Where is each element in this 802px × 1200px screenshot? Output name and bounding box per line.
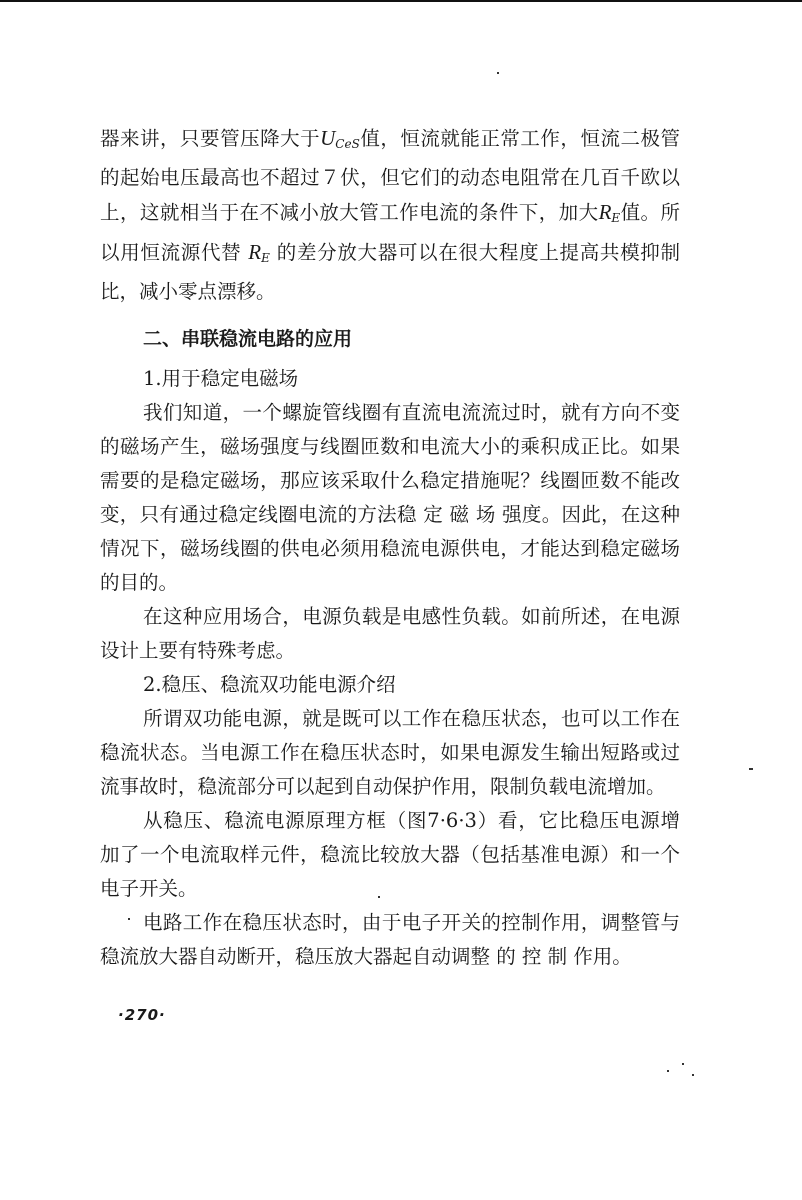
scan-speck	[682, 1063, 684, 1065]
page-number: ·270·	[118, 1006, 166, 1024]
paragraph-voltage-mode: 电路工作在稳压状态时，由于电子开关的控制作用，调整管与稳流放大器自动断开，稳压放大器起自动调整 的 控 制 作用。	[100, 911, 680, 968]
paragraph-inductive-load: 在这种应用场合，电源负载是电感性负载。如前所述，在电源设计上要有特殊考虑。	[100, 605, 680, 662]
section-heading: 二、串联稳流电路的应用	[143, 328, 353, 350]
scan-speck	[667, 1070, 669, 1072]
scan-speck	[497, 72, 499, 74]
paragraph-constant-current-diode: 器来讲，只要管压降大于$U_{CeS}$值，恒流就能正常工作，恒流二极管的起始电压最高也不超过７伏，但它们的动态电阻常在几百千欧以上，这就相当于在不减小放大管工作电流的条件下，加大$R_E$值。所以用恒流源代替 $R_E$ 的差分放大器可以在很大程度上提高共模抑制比，减小零点漂移。	[100, 126, 681, 303]
subheading-1: 1.用于稳定电磁场	[143, 367, 299, 390]
scan-top-border	[0, 0, 802, 2]
scan-speck	[692, 1074, 694, 1076]
subheading-2: 2.稳压、稳流双功能电源介绍	[143, 673, 396, 696]
scan-speck	[378, 896, 380, 898]
paragraph-magnetic-field: 我们知道，一个螺旋管线圈有直流电流流过时，就有方向不变的磁场产生，磁场强度与线圈匝数和电流大小的乘积成正比。如果需要的是稳定磁场，那应该采取什么稳定措施呢？线圈匝数不能改变，只有通过稳定线圈电流的方法稳 定 磁 场 强度。因此，在这种情况下，磁场线圈的供电必须用稳流电源供电，才能达到稳定磁场的目的。	[100, 401, 680, 594]
paragraph-dual-function: 所谓双功能电源，就是既可以工作在稳压状态，也可以工作在稳流状态。当电源工作在稳压状态时，如果电源发生输出短路或过流事故时，稳流部分可以起到自动保护作用，限制负载电流增加。	[100, 707, 680, 798]
page-body	[100, 121, 680, 974]
paragraph-block-diagram: 从稳压、稳流电源原理方框（图7·6·3）看，它比稳压电源增加了一个电流取样元件，稳流比较放大器（包括基准电源）和一个电子开关。	[100, 809, 680, 900]
scan-speck	[749, 768, 753, 770]
scan-speck	[128, 918, 130, 920]
